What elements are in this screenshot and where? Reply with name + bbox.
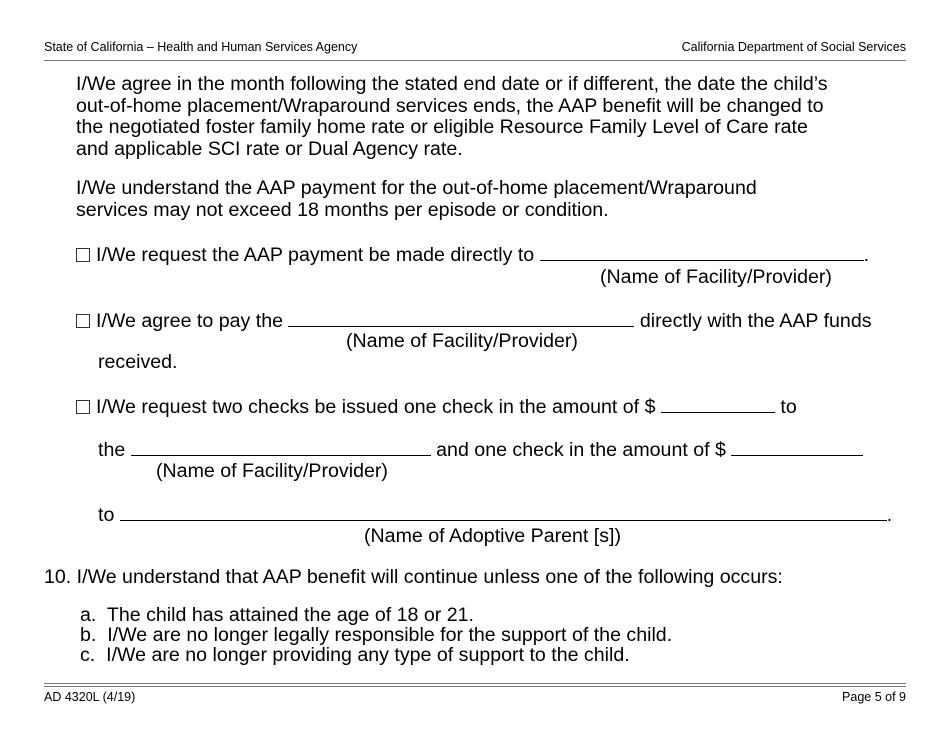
page-number: Page 5 of 9: [842, 690, 906, 704]
option-two-checks: [76, 394, 797, 418]
two-checks-checkbox[interactable]: [76, 400, 90, 414]
paragraph-line: I/We understand the AAP payment for the out-of-home placement/Wraparound: [76, 177, 757, 199]
facility-name-field[interactable]: [131, 437, 431, 456]
facility-name-field[interactable]: [540, 242, 864, 261]
facility-caption: (Name of Facility/Provider): [346, 330, 578, 352]
option-agree-to-pay-continuation: directly with the AAP funds: [639, 310, 872, 332]
facility-caption: (Name of Facility/Provider): [600, 266, 832, 288]
adoptive-parent-name-field[interactable]: [120, 502, 887, 521]
footer-divider-2: [44, 686, 906, 687]
second-check-label: and one check in the amount of $: [436, 439, 726, 461]
paragraph-line: services may not exceed 18 months per episode or condition.: [76, 198, 609, 221]
option-agree-to-pay-label: I/We agree to pay the: [96, 310, 283, 332]
sentence-period: .: [886, 504, 893, 526]
option-agree-to-pay-end: received.: [98, 351, 178, 373]
footer-divider: [44, 683, 906, 684]
option-pay-directly: [76, 242, 869, 266]
paragraph-rate-change: [76, 74, 828, 160]
first-check-amount-field[interactable]: [661, 394, 775, 413]
list-item: c. I/We are no longer providing any type of support to the child.: [80, 644, 630, 666]
item-10-heading: 10. I/We understand that AAP benefit will continue unless one of the following occurs:: [44, 566, 783, 588]
paragraph-line: and applicable SCI rate or Dual Agency rate.: [76, 137, 463, 160]
header-department: California Department of Social Services: [681, 40, 906, 54]
option-two-checks-line2: [98, 437, 863, 461]
facility-name-field[interactable]: [288, 308, 634, 327]
header-divider: [44, 60, 906, 61]
paragraph-line: I/We agree in the month following the stated end date or if different, the date the child’s: [76, 73, 828, 95]
word-the: the: [98, 439, 126, 461]
sentence-period: .: [863, 244, 870, 266]
word-to: to: [780, 396, 797, 418]
paragraph-line: the negotiated foster family home rate or eligible Resource Family Level of Care rate: [76, 116, 808, 138]
agree-to-pay-checkbox[interactable]: [76, 314, 90, 328]
header-agency: State of California – Health and Human Services Agency: [44, 40, 358, 54]
second-check-amount-field[interactable]: [731, 437, 863, 456]
word-to: to: [98, 504, 115, 526]
list-item: b. I/We are no longer legally responsible for the support of the child.: [80, 624, 673, 646]
list-item: a. The child has attained the age of 18 or 21.: [80, 604, 474, 626]
paragraph-line: out-of-home placement/Wraparound services ends, the AAP benefit will be changed to: [76, 94, 824, 117]
option-agree-to-pay: [76, 308, 872, 332]
paragraph-payment-limit: [76, 178, 757, 221]
option-two-checks-label: I/We request two checks be issued one check in the amount of $: [96, 396, 656, 418]
item-10-list: [80, 605, 672, 665]
form-number: AD 4320L (4/19): [44, 690, 136, 704]
option-two-checks-line3: [98, 502, 892, 526]
facility-caption: (Name of Facility/Provider): [156, 460, 388, 482]
option-pay-directly-label: I/We request the AAP payment be made directly to: [96, 244, 535, 266]
adoptive-parent-caption: (Name of Adoptive Parent [s]): [364, 525, 622, 547]
pay-directly-checkbox[interactable]: [76, 248, 90, 262]
